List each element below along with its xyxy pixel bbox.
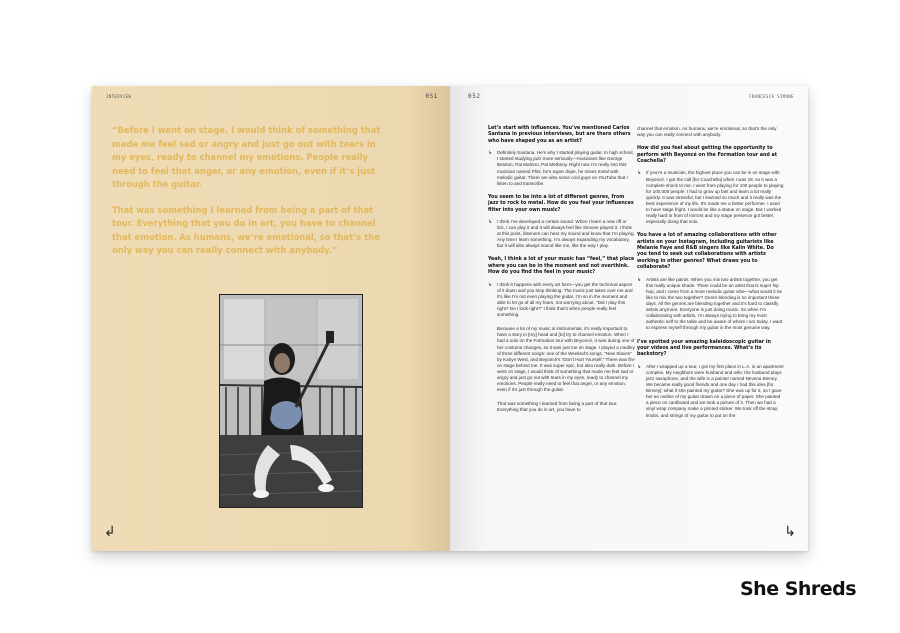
guitarist-photo xyxy=(219,294,363,508)
page-number-right: 052 xyxy=(468,93,481,100)
interview-answer: ↳ Definitely Santana. He’s why I started playing guitar. In high school, I started studying jazz more seriously—musicians like George Benson, Pat Martino, Pat Metheny. Right now I’m really into this musician named Plini; he’s super dope, he mixes metal with melodic guitar. There are also some cool guys on YouTube that I listen to and transcribe. xyxy=(488,150,635,187)
answer-continued: Because a lot of my music is instrumental, it’s really important to have a story in [my] head and [to] try to channel emotion. When I had a solo on the Formation tour with Beyoncé, it was during one of her costume changes, so it was just me on stage. I played a medley of three different songs: one of the Weeknd’s songs, “New Slaves” by Kanye West, and Beyoncé’s “Don’t Hurt Yourself.” There was fire on stage behind me. It was super epic, but also really dark. Before I went on stage, I would think of something that made me feel sad or angry and just go out with tears in my eyes, ready to channel my emotions. People really need to feel that anger, or any emotion, even if it’s just through the guitar. xyxy=(497,326,635,393)
pull-quote-paragraph: “Before I went on stage, I would think of something that made me feel sad or angry and just go out with tears in my eyes, ready to channel my emotions. People really need to feel that anger, or any emotion, even if it’s just through the guitar. xyxy=(112,125,381,189)
page-number-left: 051 xyxy=(425,93,438,100)
interview-answer: ↳ I think I’ve developed a certain sound. When I learn a new riff or lick, I can play it and it will always feel like Simone played it. I think at this point, listeners can hear my sound and know that I’m playing. Any time I learn something, I’m always expanding my vocabulary, but it will also always sound like me, like the way I play. xyxy=(488,219,635,249)
right-page xyxy=(450,86,808,551)
interview-question: Yeah, I think a lot of your music has “feel,” that place where you can be in the moment and not overthink. How do you find the feel in your music? xyxy=(488,257,635,276)
photo-illustration xyxy=(220,295,362,507)
interviewee-name: FRANCESCA SIMONE xyxy=(749,94,794,99)
article-column-1 xyxy=(488,126,635,421)
interview-question: You have a lot of amazing collaborations with other artists on your Instagram, including guitarists like Melanie Faye and R&B singers like Kalin White. Do you tend to seek out collaborations with artists working in other genres? What draws you to collaborate? xyxy=(637,233,777,271)
answer-continued: That was something I learned from being a part of that tour. Everything that you do in art, you have to xyxy=(497,401,618,413)
left-page xyxy=(92,86,450,551)
interview-question: You seem to be into a lot of different genres, from jazz to rock to metal. How do you feel your influences filter into your own music? xyxy=(488,194,634,213)
interview-answer: ↳ After I wrapped up a tour, I got my first place in L.A. in an apartment complex. My neighbors were husband and wife; the husband plays jazz saxophone, and the wife is a painter named Nevena Binney. We became really good friends and one day I had this idea [for Binney]: what if she painted my guitar? She was up for it, so I gave her an outline of my guitar drawn on a piece of paper. She painted a piece on cardboard and we took a picture of it. Then we had a vinyl wrap company make a printed sticker. We took off the strap, knobs, and strings of my guitar to put on the xyxy=(637,364,784,419)
answer-continued: channel that emotion. As humans, we’re emotional, so that’s the only way you can really connect with anybody. xyxy=(637,126,777,138)
interview-question: How did you feel about getting the opportunity to perform with Beyoncé on the Formation tour and at Coachella? xyxy=(637,146,778,164)
next-arrow-icon: ↳ xyxy=(784,524,796,540)
pull-quote xyxy=(112,124,390,270)
interview-question: I’ve spotted your amazing kaleidoscopic guitar in your videos and live performances. What’s its backstory? xyxy=(637,339,771,358)
magazine-spread xyxy=(92,86,808,551)
interview-answer: ↳ I think it happens with every art form—you get the technical aspect of it down and you stop thinking. The music just takes over me and it’s like I’m not even playing the guitar. I’m so in the moment and able to let go of all my fears, not worrying about, “Did I play this right? Do I look right?” I think that’s when people really feel something. xyxy=(488,282,635,319)
interview-answer: ↳ Artists are like paints. When you mix two artists together, you get this really unique shade. There could be an artist that is super hip hop, and I come from a more melodic guitar vibe—what would it be like to mix the two together? Genre blending is so important these days. All the genres are blending together and it’s hard to classify artists anymore. Everyone is just doing music. So when I’m collaborating with artists, I’m always trying to bring my most authentic self to the table and be aware of where I am today. I want to express myself through my guitar in the most genuine way. xyxy=(637,277,784,332)
interview-answer: ↳ If you’re a musician, the highest place you can be is on stage with Beyoncé. I got the call [for Coachella] when I was 18, so it was a complete shock to me. I went from playing for 100 people to playing for 100,000 people. I had to grow up fast and learn a lot really quickly. It was stressful, but I learned so much and it really was the best experience of my life. It’s made me a better performer. I used to have stage fright. I would be like a statue on stage. But I worked really hard in front of mirrors and my stage presence got better, especially doing that solo. xyxy=(637,170,784,225)
pull-quote-paragraph: That was something I learned from being a part of that tour. Everything that you do in art, you have to channel that emotion. As humans, we’re emotional, so that’s the only way you can really connect with anybody.” xyxy=(112,204,380,255)
article-column-2 xyxy=(637,126,784,427)
back-arrow-icon: ↲ xyxy=(104,524,116,540)
brand-logo: She Shreds xyxy=(740,578,857,600)
interview-question: Let’s start with influences. You’ve mentioned Carlos Santana in previous interviews, but are there others who have shaped you as an artist? xyxy=(488,126,631,144)
section-label: INTERVIEW xyxy=(106,94,132,99)
